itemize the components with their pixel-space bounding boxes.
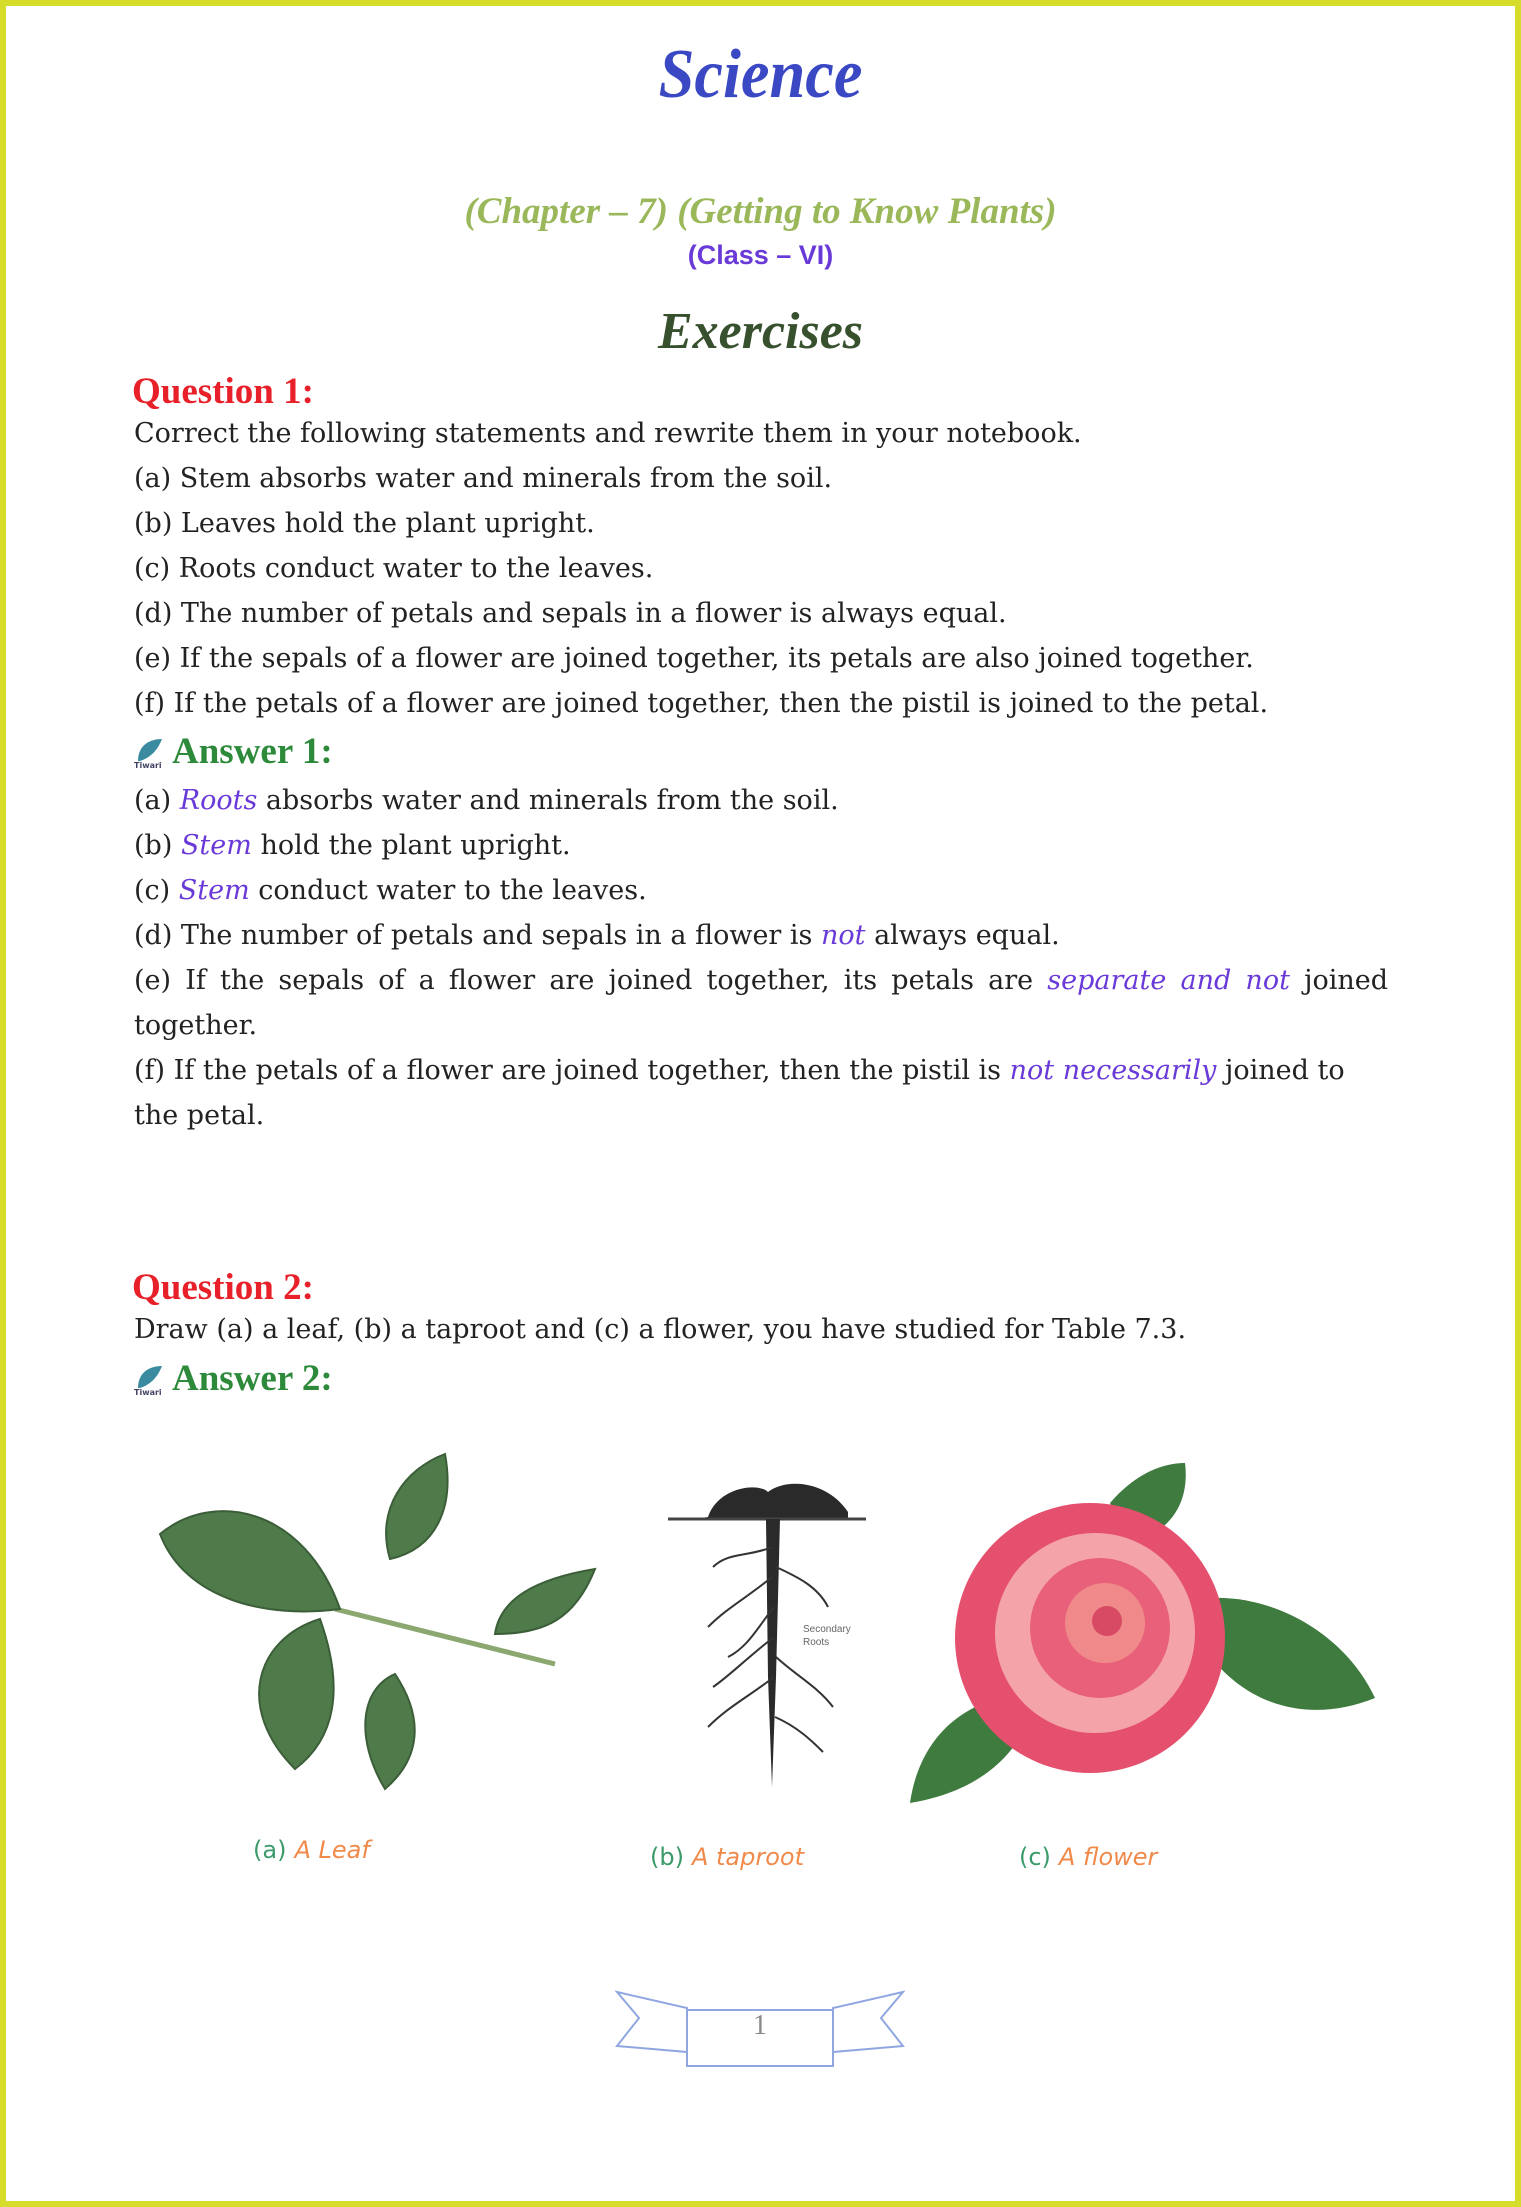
figure-caption-leaf: (a) A Leaf [253, 1836, 370, 1864]
answer-2-heading [132, 1357, 333, 1400]
answer-1-item-e: (e) If the sepals of a flower are joined together, its petals are separate and not joined [134, 965, 1388, 996]
flower-illustration [900, 1463, 1380, 1815]
annotation-roots: Roots [803, 1637, 830, 1648]
answer-1-item-b: (b) Stem hold the plant upright. [134, 830, 571, 861]
question-2-text: Draw (a) a leaf, (b) a taproot and (c) a flower, you have studied for Table 7.3. [134, 1314, 1187, 1345]
question-1-item: (c) Roots conduct water to the leaves. [134, 553, 654, 584]
tiwari-logo-icon [132, 735, 166, 769]
page-number: 1 [753, 2010, 767, 2041]
answer-1-item-a: (a) Roots absorbs water and minerals from the soil. [134, 785, 839, 816]
answer-1-item-f: (f) If the petals of a flower are joined together, then the pistil is not necessarily joined to [134, 1055, 1345, 1086]
answer-1-heading [132, 730, 333, 773]
taproot-illustration [668, 1477, 868, 1787]
answer-1-item-c: (c) Stem conduct water to the leaves. [134, 875, 647, 906]
question-1-label: Question 1: [132, 371, 314, 412]
question-1-item: (b) Leaves hold the plant upright. [134, 508, 595, 539]
question-1-item: (a) Stem absorbs water and minerals from the soil. [134, 463, 833, 494]
question-1-item: (d) The number of petals and sepals in a flower is always equal. [134, 598, 1007, 629]
answer-1-item-f-cont: the petal. [134, 1100, 265, 1131]
page-title: Science [658, 36, 863, 113]
question-1-intro: Correct the following statements and rewrite them in your notebook. [134, 418, 1082, 449]
section-heading: Exercises [657, 303, 864, 360]
figure-caption-flower: (c) A flower [1019, 1843, 1158, 1871]
chapter-heading: (Chapter – 7) (Getting to Know Plants) [464, 191, 1057, 232]
svg-text:Tiwari: Tiwari [134, 1387, 162, 1396]
svg-text:Tiwari: Tiwari [134, 760, 162, 769]
tiwari-logo-icon [132, 1362, 166, 1396]
leaf-illustration [155, 1449, 600, 1794]
question-2-label: Question 2: [132, 1267, 314, 1308]
answer-1-label: Answer 1: [172, 731, 333, 772]
question-1-item: (e) If the sepals of a flower are joined together, its petals are also joined together. [134, 643, 1254, 674]
question-1-item: (f) If the petals of a flower are joined together, then the pistil is joined to the petal. [134, 688, 1269, 719]
class-label: (Class – VI) [687, 240, 834, 270]
annotation-secondary: Secondary [803, 1624, 851, 1635]
answer-1-item-e-cont: together. [134, 1010, 258, 1041]
answer-1-item-d: (d) The number of petals and sepals in a flower is not always equal. [134, 920, 1060, 951]
figure-caption-taproot: (b) A taproot [650, 1843, 805, 1871]
answer-2-label: Answer 2: [172, 1358, 333, 1399]
